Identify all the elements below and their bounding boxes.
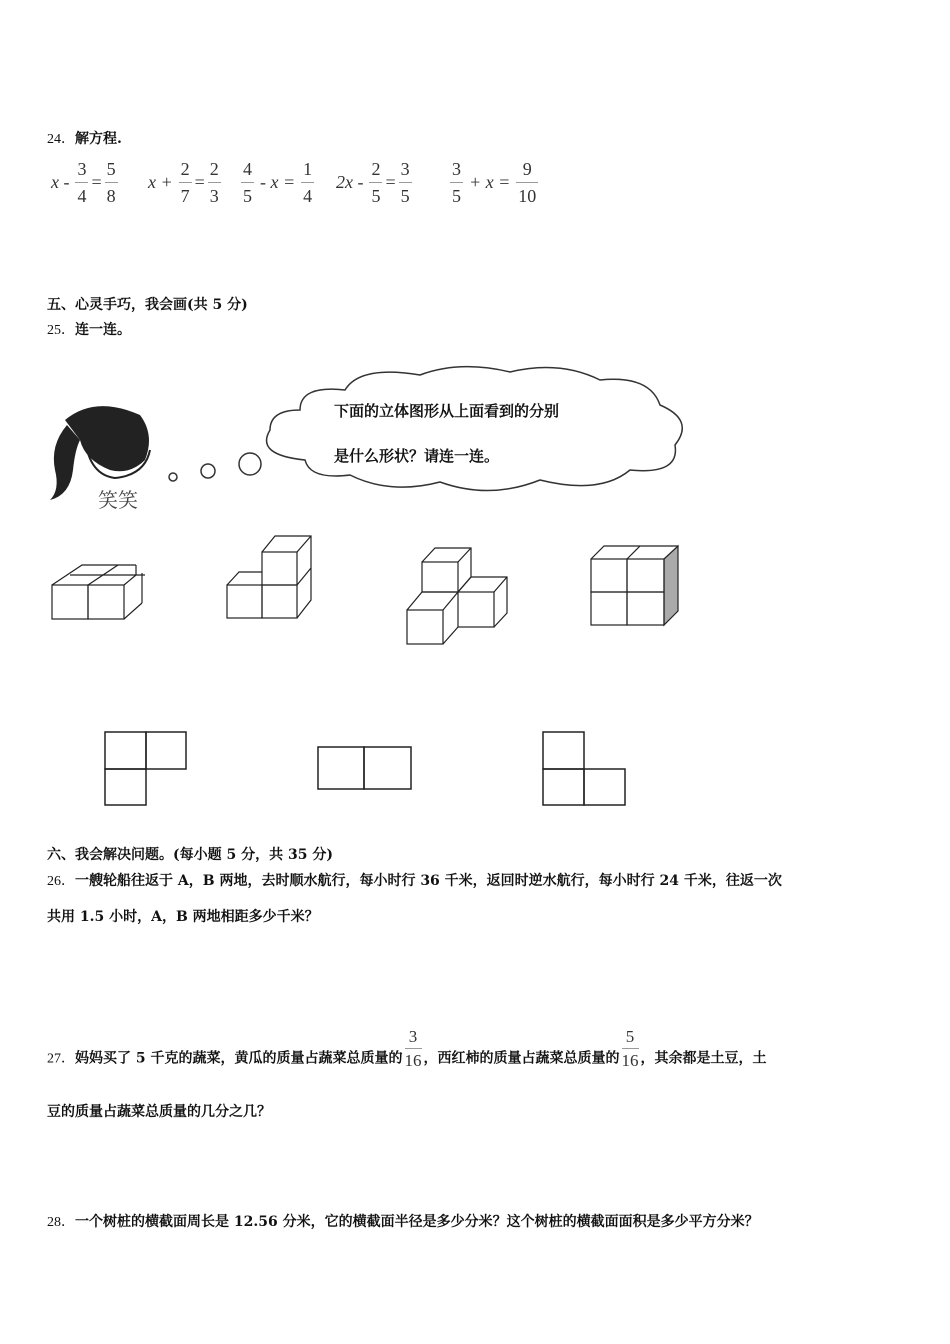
fraction	[301, 160, 314, 205]
q28-text: 一个树桩的横截面周长是 12.56 分米，它的横截面半径是多少分米？这个树桩的横截面面积是多少平方分米？	[75, 1214, 759, 1230]
numerator: 2	[209, 159, 219, 179]
bubble-line-2: 是什么形状？请连一连。	[334, 447, 500, 465]
q27-text: ，西红柿的质量占蔬菜总质量的	[423, 1050, 620, 1067]
numerator: 5	[625, 1027, 635, 1046]
q27-text: ，其余都是土豆，土	[640, 1050, 767, 1067]
fraction	[179, 160, 192, 205]
q27-number: 27．	[47, 1051, 75, 1067]
fraction	[241, 160, 254, 205]
numerator: 2	[371, 159, 381, 179]
numerator: 4	[243, 159, 252, 179]
section5-heading: 五、心灵手巧，我会画(共 5 分)	[47, 297, 248, 313]
numerator: 1	[303, 159, 313, 179]
character-name: 笑笑	[98, 488, 138, 512]
q26-line-2: 共用 1.5 小时，A，B 两地相距多少千米？	[47, 909, 319, 925]
denominator: 5	[369, 182, 382, 205]
fraction	[369, 160, 382, 205]
fraction	[516, 160, 538, 205]
q28-line	[47, 1211, 759, 1231]
numerator: 2	[180, 159, 190, 179]
q28-number: 28．	[47, 1215, 75, 1230]
fraction	[208, 160, 221, 205]
solid-figure-3	[405, 545, 515, 650]
equation-3	[238, 160, 317, 205]
solid-figure-2	[225, 530, 315, 625]
top-view-shape-2	[317, 746, 413, 791]
q25-number: 25．	[47, 323, 75, 338]
denominator: 7	[179, 182, 192, 205]
numerator: 3	[77, 159, 87, 179]
eq-term: 2x -	[336, 172, 364, 192]
q26-number: 26．	[47, 874, 75, 889]
bubble-dot	[169, 473, 177, 481]
denominator: 5	[241, 182, 254, 205]
q26-text: 一艘轮船往返于 A，B 两地，去时顺水航行，每小时行 36 千米，返回时逆水航行，每小时行 24 千米，往返一次	[75, 873, 782, 889]
top-view-shape-3	[542, 731, 628, 807]
denominator: 8	[105, 182, 118, 205]
eq-term: x +	[148, 172, 173, 192]
q24-title: 解方程.	[75, 131, 122, 147]
bubble-line-1: 下面的立体图形从上面看到的分别	[334, 402, 560, 420]
equation-4	[333, 160, 415, 205]
equals: =	[385, 172, 396, 192]
numerator: 9	[522, 159, 532, 179]
q25-heading	[47, 319, 131, 339]
denominator: 3	[208, 182, 221, 205]
q24-number: 24．	[47, 132, 75, 147]
q26-line-1	[47, 870, 782, 890]
fraction-5-16	[622, 1028, 639, 1069]
equals: =	[194, 172, 205, 192]
fraction	[399, 160, 412, 205]
fraction	[105, 160, 118, 205]
q27-text: 妈妈买了 5 千克的蔬菜，黄瓜的质量占蔬菜总质量的	[75, 1050, 403, 1067]
thought-bubble	[160, 360, 700, 500]
fraction-3-16	[405, 1028, 422, 1069]
eq-term: - x =	[260, 172, 296, 192]
bubble-dot	[239, 453, 261, 475]
solid-figure-4	[588, 543, 683, 633]
numerator: 3	[400, 159, 410, 179]
solid-figure-1	[50, 555, 150, 625]
equation-5	[447, 160, 541, 205]
q27-line-1	[47, 1027, 767, 1079]
denominator: 10	[516, 182, 538, 205]
fraction	[75, 160, 88, 205]
top-view-shape-1	[104, 731, 188, 807]
denominator: 16	[622, 1048, 639, 1069]
eq-term: x -	[51, 172, 70, 192]
numerator: 3	[452, 159, 461, 179]
eq-term: + x =	[469, 172, 511, 192]
denominator: 4	[301, 182, 314, 205]
fraction	[450, 160, 463, 205]
section6-heading: 六、我会解决问题。(每小题 5 分，共 35 分)	[47, 847, 333, 863]
bubble-dot	[201, 464, 215, 478]
equation-2	[145, 160, 224, 205]
denominator: 5	[450, 182, 463, 205]
q27-line-2: 豆的质量占蔬菜总质量的几分之几？	[47, 1104, 271, 1120]
numerator: 5	[106, 159, 116, 179]
numerator: 3	[408, 1027, 418, 1046]
denominator: 4	[75, 182, 88, 205]
q25-text: 连一连。	[75, 322, 131, 338]
denominator: 5	[399, 182, 412, 205]
equation-1	[48, 160, 121, 205]
equals: =	[91, 172, 102, 192]
q24-heading	[47, 128, 122, 148]
denominator: 16	[405, 1048, 422, 1069]
